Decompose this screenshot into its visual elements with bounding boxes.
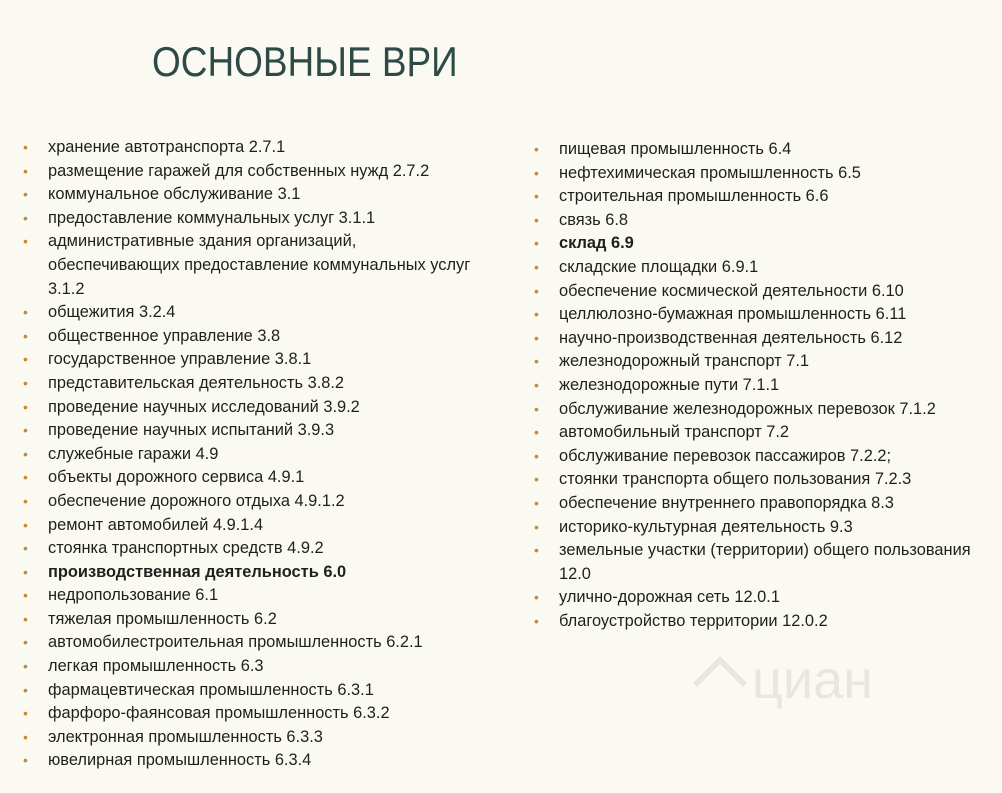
list-item-text: обеспечение космической деятельности 6.10 — [559, 281, 904, 300]
list-item — [22, 679, 492, 703]
list-item-text: стоянки транспорта общего пользования 7.2.3 — [559, 470, 912, 489]
list-item-text: целлюлозно-бумажная промышленность 6.11 — [559, 305, 907, 324]
list-item-text: нефтехимическая промышленность 6.5 — [559, 163, 861, 182]
bullet-icon: • — [23, 492, 28, 509]
list-item — [533, 610, 993, 634]
bullet-icon: • — [534, 589, 539, 606]
bullet-icon: • — [534, 329, 539, 346]
list-item — [533, 539, 993, 586]
page-title: ОСНОВНЫЕ ВРИ — [152, 38, 458, 85]
bullet-icon: • — [534, 424, 539, 441]
watermark-logo — [690, 640, 890, 720]
list-item-text: обеспечение внутреннего правопорядка 8.3 — [559, 493, 894, 512]
list-item-text: склад 6.9 — [559, 234, 634, 253]
bullet-icon: • — [23, 540, 28, 557]
list-item-text: легкая промышленность 6.3 — [48, 657, 264, 676]
bullet-icon: • — [534, 376, 539, 393]
list-item — [22, 160, 492, 184]
list-item — [533, 185, 993, 209]
list-item — [533, 232, 993, 256]
list-item — [22, 537, 492, 561]
list-item — [533, 256, 993, 280]
list-item-text: железнодорожный транспорт 7.1 — [559, 352, 809, 371]
list-item-text: пищевая промышленность 6.4 — [559, 140, 792, 158]
list-item — [533, 280, 993, 304]
bullet-icon: • — [23, 681, 28, 698]
bullet-icon: • — [534, 282, 539, 299]
bullet-icon: • — [534, 306, 539, 323]
bullet-icon: • — [23, 705, 28, 722]
list-item — [533, 445, 993, 469]
list-item-text: объекты дорожного сервиса 4.9.1 — [48, 468, 305, 487]
list-item-text: железнодорожные пути 7.1.1 — [559, 375, 780, 394]
list-item-text: государственное управление 3.8.1 — [48, 350, 312, 369]
list-item — [22, 419, 492, 443]
bullet-icon: • — [23, 728, 28, 745]
bullet-icon: • — [534, 447, 539, 464]
list-item-text: земельные участки (территории) общего пользования 12.0 — [559, 541, 971, 583]
list-item — [22, 183, 492, 207]
list-item-text: служебные гаражи 4.9 — [48, 444, 219, 463]
list-item — [22, 631, 492, 655]
list-item — [533, 492, 993, 516]
list-item — [22, 655, 492, 679]
list-item — [533, 468, 993, 492]
list-item-text: ювелирная промышленность 6.3.4 — [48, 751, 312, 770]
list-item — [22, 348, 492, 372]
bullet-icon: • — [23, 304, 28, 321]
bullet-icon: • — [534, 188, 539, 205]
list-item — [22, 136, 492, 160]
list-item-text: строительная промышленность 6.6 — [559, 187, 829, 206]
bullet-icon: • — [534, 258, 539, 275]
list-item — [22, 749, 492, 773]
list-item-text: тяжелая промышленность 6.2 — [48, 609, 277, 628]
list-item-text: общественное управление 3.8 — [48, 326, 281, 345]
list-item — [533, 398, 993, 422]
right-list — [533, 138, 993, 633]
list-item — [22, 514, 492, 538]
list-item — [533, 350, 993, 374]
bullet-icon: • — [534, 211, 539, 228]
list-item-text: благоустройство территории 12.0.2 — [559, 611, 828, 630]
list-item-text: связь 6.8 — [559, 210, 628, 229]
list-item — [22, 207, 492, 231]
bullet-icon: • — [23, 610, 28, 627]
watermark-text: циан — [752, 650, 873, 710]
list-item — [22, 466, 492, 490]
list-item-text: историко-культурная деятельность 9.3 — [559, 517, 853, 536]
bullet-icon: • — [23, 398, 28, 415]
list-item — [533, 162, 993, 186]
list-item — [22, 490, 492, 514]
bullet-icon: • — [23, 351, 28, 368]
bullet-icon: • — [23, 374, 28, 391]
list-item — [22, 301, 492, 325]
bullet-icon: • — [23, 422, 28, 439]
list-item — [22, 702, 492, 726]
list-item — [533, 138, 993, 162]
list-item-text: складские площадки 6.9.1 — [559, 257, 759, 276]
list-item — [533, 516, 993, 540]
list-item — [22, 396, 492, 420]
bullet-icon: • — [534, 471, 539, 488]
list-item — [22, 584, 492, 608]
bullet-icon: • — [23, 469, 28, 486]
list-item — [533, 327, 993, 351]
list-item-text: проведение научных испытаний 3.9.3 — [48, 421, 335, 440]
bullet-icon: • — [534, 612, 539, 629]
list-item-text: производственная деятельность 6.0 — [48, 562, 347, 581]
list-item-text: автомобильный транспорт 7.2 — [559, 423, 790, 442]
bullet-icon: • — [23, 445, 28, 462]
bullet-icon: • — [534, 494, 539, 511]
list-item-text: стоянка транспортных средств 4.9.2 — [48, 539, 324, 558]
list-item-text: электронная промышленность 6.3.3 — [48, 727, 323, 746]
list-item-text: недропользование 6.1 — [48, 586, 219, 605]
list-item — [533, 586, 993, 610]
list-item-text: административные здания организаций, обеспечивающих предоставление коммунальных услуг 3.1.2 — [48, 232, 471, 298]
bullet-icon: • — [23, 752, 28, 769]
list-item — [533, 421, 993, 445]
bullet-icon: • — [23, 327, 28, 344]
list-item-text: улично-дорожная сеть 12.0.1 — [559, 588, 780, 607]
bullet-icon: • — [23, 186, 28, 203]
list-item-text: фармацевтическая промышленность 6.3.1 — [48, 680, 374, 699]
bullet-icon: • — [23, 516, 28, 533]
list-item-text: обслуживание железнодорожных перевозок 7.1.2 — [559, 399, 936, 418]
list-item-text: коммунальное обслуживание 3.1 — [48, 185, 301, 204]
bullet-icon: • — [23, 162, 28, 179]
list-item — [22, 608, 492, 632]
list-item — [22, 726, 492, 750]
bullet-icon: • — [534, 400, 539, 417]
bullet-icon: • — [534, 164, 539, 181]
bullet-icon: • — [534, 518, 539, 535]
list-item-text: научно-производственная деятельность 6.12 — [559, 328, 903, 347]
bullet-icon: • — [23, 233, 28, 250]
bullet-icon: • — [23, 634, 28, 651]
list-item — [22, 325, 492, 349]
list-item — [22, 372, 492, 396]
list-item-text: предоставление коммунальных услуг 3.1.1 — [48, 208, 376, 227]
list-item-text: проведение научных исследований 3.9.2 — [48, 397, 360, 416]
bullet-icon: • — [23, 209, 28, 226]
list-item-text: хранение автотранспорта 2.7.1 — [48, 138, 286, 156]
list-item-text: общежития 3.2.4 — [48, 303, 176, 322]
list-item — [22, 561, 492, 585]
list-item — [533, 303, 993, 327]
list-item-text: обеспечение дорожного отдыха 4.9.1.2 — [48, 491, 345, 510]
list-item — [533, 374, 993, 398]
bullet-icon: • — [534, 141, 539, 157]
list-item-text: ремонт автомобилей 4.9.1.4 — [48, 515, 264, 534]
bullet-icon: • — [23, 658, 28, 675]
house-icon — [695, 660, 745, 685]
list-item-text: размещение гаражей для собственных нужд 2.7.2 — [48, 161, 430, 180]
bullet-icon: • — [23, 587, 28, 604]
list-item-text: представительская деятельность 3.8.2 — [48, 373, 345, 392]
bullet-icon: • — [534, 353, 539, 370]
list-item — [533, 209, 993, 233]
list-item-text: фарфоро-фаянсовая промышленность 6.3.2 — [48, 704, 390, 723]
list-item — [22, 443, 492, 467]
list-item — [22, 230, 492, 301]
list-item-text: автомобилестроительная промышленность 6.2.1 — [48, 633, 423, 652]
left-list — [22, 136, 492, 773]
bullet-icon: • — [534, 235, 539, 252]
list-item-text: обслуживание перевозок пассажиров 7.2.2; — [559, 446, 892, 465]
bullet-icon: • — [23, 563, 28, 580]
bullet-icon: • — [534, 542, 539, 559]
bullet-icon: • — [23, 139, 28, 155]
